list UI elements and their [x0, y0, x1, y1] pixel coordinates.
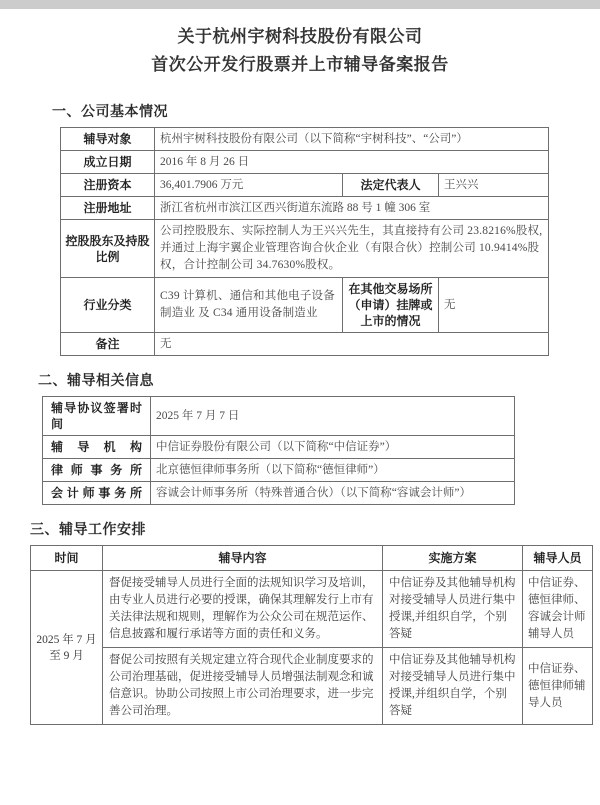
section-tutoring-info: [0, 356, 600, 505]
cell-people-2: 中信证券、德恒律师辅导人员: [523, 648, 593, 725]
row-value-address: 浙江省杭州市滨江区西兴街道东流路 88 号 1 幢 306 室: [155, 197, 549, 220]
row-value-target: 杭州宇树科技股份有限公司（以下简称“宇树科技”、“公司”）: [155, 128, 549, 151]
row-label-capital: 注册资本: [61, 174, 155, 197]
column-header-time: 时间: [31, 546, 103, 571]
tutoring-info-table: [42, 396, 515, 505]
table-row: [43, 436, 515, 459]
table-row: [31, 571, 593, 648]
row-label-other-exchange-listing: 在其他交易场所（申请）挂牌或上市的情况: [343, 278, 439, 333]
table-row: [43, 482, 515, 505]
row-value-accounting-firm: 容诚会计师事务所（特殊普通合伙）（以下简称“容诚会计师”）: [151, 482, 515, 505]
table-row: [61, 197, 549, 220]
row-label-accounting-firm: 会计师事务所: [43, 482, 151, 505]
document-title-line-2: 首次公开发行股票并上市辅导备案报告: [151, 55, 449, 74]
section-company-basics: [0, 79, 600, 356]
row-value-other-exchange-listing: 无: [439, 278, 549, 333]
column-header-content: 辅导内容: [103, 546, 383, 571]
row-label-founded: 成立日期: [61, 151, 155, 174]
row-label-remark: 备注: [61, 333, 155, 356]
row-label-legal-rep: 法定代表人: [343, 174, 439, 197]
table-row: [61, 151, 549, 174]
table-row: [31, 648, 593, 725]
row-label-law-firm: 律师事务所: [43, 459, 151, 482]
cell-content-2: 督促公司按照有关规定建立符合现代企业制度要求的公司治理基础，促进接受辅导人员增强法制观念和诚信意识。协助公司按照上市公司治理要求，进一步完善公司治理。: [103, 648, 383, 725]
section-3-heading: 三、辅导工作安排: [30, 521, 146, 537]
column-header-people: 辅导人员: [523, 546, 593, 571]
cell-plan-2: 中信证券及其他辅导机构对接受辅导人员进行集中授课,并组织自学，个别答疑: [383, 648, 523, 725]
table-header-row: [31, 546, 593, 571]
table-row: [61, 333, 549, 356]
table-row: [61, 174, 549, 197]
row-label-target: 辅导对象: [61, 128, 155, 151]
row-label-address: 注册地址: [61, 197, 155, 220]
cell-time-span: 2025 年 7 月至 9 月: [31, 571, 103, 725]
column-header-plan: 实施方案: [383, 546, 523, 571]
row-value-agreement-date: 2025 年 7 月 7 日: [151, 397, 515, 436]
section-1-heading: 一、公司基本情况: [52, 103, 168, 119]
document-title: [0, 9, 600, 79]
section-work-arrangement: [0, 505, 600, 725]
row-value-sponsor-institution: 中信证券股份有限公司（以下简称“中信证券”）: [151, 436, 515, 459]
top-gray-bar: [0, 0, 600, 9]
row-label-industry: 行业分类: [61, 278, 155, 333]
table-row: [61, 220, 549, 278]
row-value-founded: 2016 年 8 月 26 日: [155, 151, 549, 174]
row-label-agreement-date: 辅导协议签署时间: [43, 397, 151, 436]
document-page: [0, 9, 600, 725]
row-label-controller: 控股股东及持股比例: [61, 220, 155, 278]
document-title-line-1: 关于杭州宇树科技股份有限公司: [177, 27, 423, 46]
table-row: [61, 278, 549, 333]
company-basics-table: [60, 127, 549, 356]
row-value-controller: 公司控股股东、实际控制人为王兴兴先生，其直接持有公司 23.8216%股权,并通过上海宇翼企业管理咨询合伙企业（有限合伙）控制公司 10.9414%股权，合计控制公司 34.7630%股权。: [155, 220, 549, 278]
row-value-remark: 无: [155, 333, 549, 356]
table-row: [61, 128, 549, 151]
table-row: [43, 459, 515, 482]
cell-plan-1: 中信证券及其他辅导机构对接受辅导人员进行集中授课,并组织自学，个别答疑: [383, 571, 523, 648]
row-value-industry: C39 计算机、通信和其他电子设备制造业 及 C34 通用设备制造业: [155, 278, 343, 333]
row-value-law-firm: 北京德恒律师事务所（以下简称“德恒律师”）: [151, 459, 515, 482]
row-label-sponsor-institution: 辅导机构: [43, 436, 151, 459]
section-2-heading: 二、辅导相关信息: [38, 372, 154, 388]
cell-content-1: 督促接受辅导人员进行全面的法规知识学习及培训，由专业人员进行必要的授课，确保其理解发行上市有关法律法规和规则，理解作为公众公司在规范运作、信息披露和履行承诺等方面的责任和义务。: [103, 571, 383, 648]
work-arrangement-table: [30, 545, 593, 725]
row-value-legal-rep: 王兴兴: [439, 174, 549, 197]
table-row: [43, 397, 515, 436]
row-value-capital: 36,401.7906 万元: [155, 174, 343, 197]
cell-people-1: 中信证券、德恒律师、容诚会计师辅导人员: [523, 571, 593, 648]
